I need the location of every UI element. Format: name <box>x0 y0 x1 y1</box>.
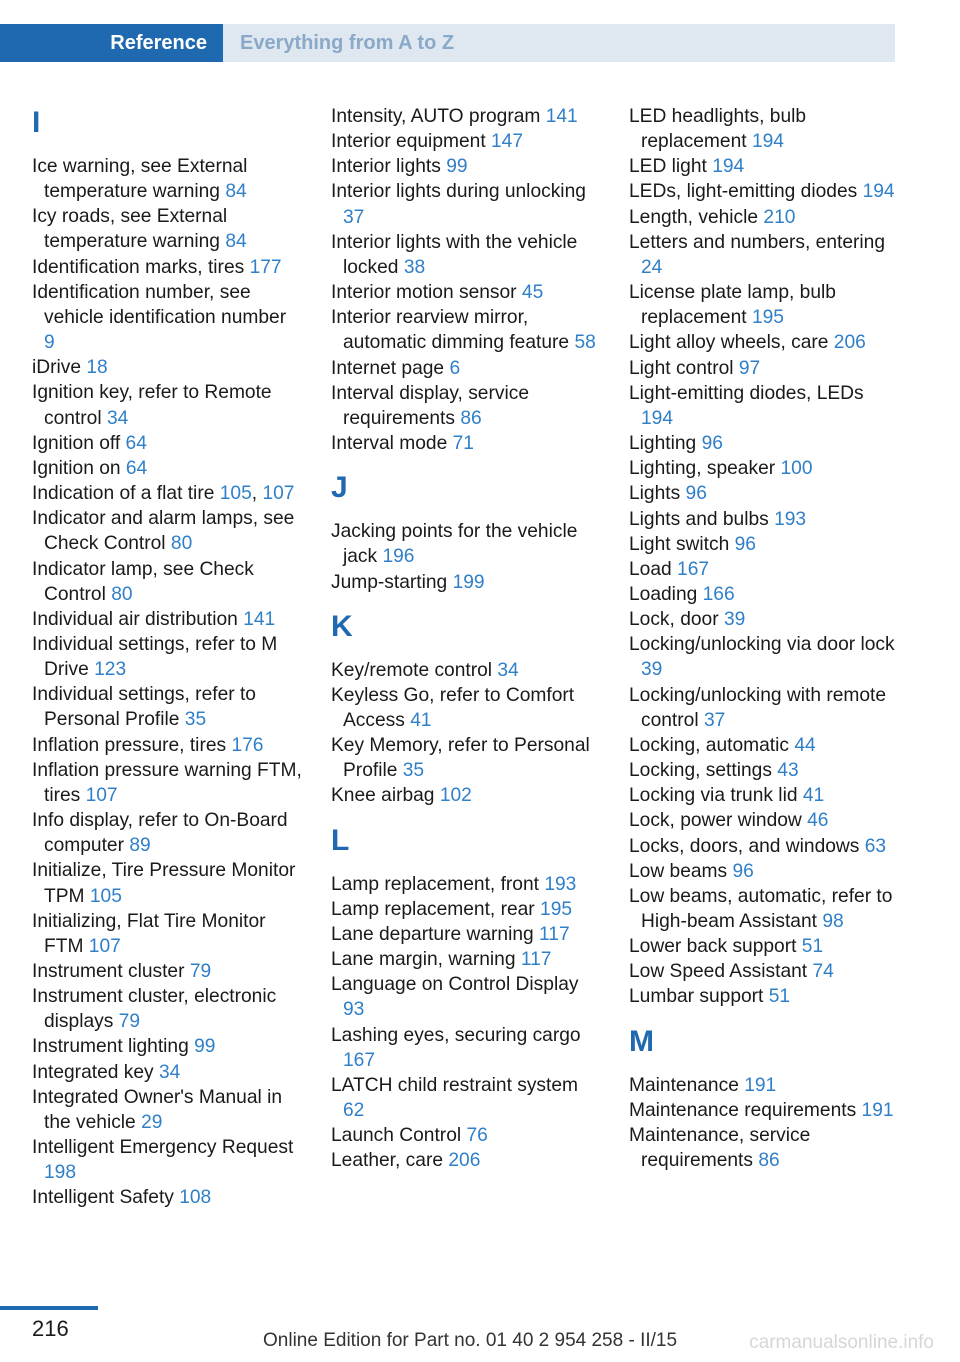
index-entry-term: Integrated key <box>32 1061 154 1083</box>
page-reference-link[interactable]: 62 <box>343 1100 365 1121</box>
page-reference-link[interactable]: 89 <box>129 835 151 857</box>
index-entry-term: Language on Control Display <box>331 974 579 996</box>
index-entry <box>629 280 897 330</box>
page-reference-link[interactable]: 9 <box>44 332 55 354</box>
page-reference-link[interactable]: 107 <box>88 935 121 957</box>
index-letter-heading: I <box>32 106 41 139</box>
index-entry-term: Maintenance requirements <box>629 1099 857 1121</box>
index-entry-term: Lighting <box>629 433 697 455</box>
index-entry <box>331 658 601 683</box>
index-entry-term: Internet page <box>331 357 445 379</box>
watermark: carmanualsonline.info <box>749 1332 934 1353</box>
index-entry-term: License plate lamp, bulb replacement <box>629 282 836 329</box>
index-entry <box>629 456 897 481</box>
page-reference-link[interactable]: 96 <box>685 483 707 505</box>
page-reference-link[interactable]: 37 <box>703 709 726 731</box>
index-entry <box>629 532 897 557</box>
page-reference-link[interactable]: 18 <box>86 357 108 379</box>
index-entry-term: Lock, door <box>629 609 719 631</box>
page-reference-link[interactable]: 195 <box>540 898 573 920</box>
page-reference-link[interactable]: 107 <box>262 483 295 505</box>
page-reference-link[interactable]: 34 <box>497 659 519 681</box>
index-entry <box>629 154 897 179</box>
page-reference-link[interactable]: 93 <box>343 999 365 1021</box>
index-entry-term: Indicator and alarm lamps, see Check Control <box>32 508 295 555</box>
index-entry-term: Individual air distribution <box>32 608 238 630</box>
page-reference-link[interactable]: 123 <box>94 659 127 681</box>
edition-info: Online Edition for Part no. 01 40 2 954 258 - II/15 <box>263 1330 678 1351</box>
index-entry <box>32 984 302 1034</box>
index-entry <box>629 557 897 582</box>
index-entry <box>629 179 897 204</box>
index-entry <box>32 909 302 959</box>
page-reference-link[interactable]: 105 <box>219 483 252 505</box>
index-entry <box>629 733 897 758</box>
page-number: 216 <box>32 1316 69 1341</box>
index-entry-term: Ignition off <box>32 432 121 454</box>
index-entry-term: Low beams, automatic, refer to High-beam Assistant <box>629 885 893 932</box>
index-entry-term: Instrument lighting <box>32 1036 189 1058</box>
index-entry <box>629 884 897 934</box>
page-reference-link[interactable]: 100 <box>780 458 813 480</box>
page-reference-link[interactable]: 206 <box>448 1150 481 1172</box>
index-entry-term: Lamp replacement, front <box>331 873 539 895</box>
index-entry <box>629 1123 897 1173</box>
index-entry <box>32 858 302 908</box>
page-reference-link[interactable]: 108 <box>179 1187 212 1209</box>
page-reference-link[interactable]: 177 <box>249 256 282 278</box>
page-reference-link[interactable]: 117 <box>539 923 570 945</box>
index-entry-term: Inflation pressure warning FTM, tires <box>32 759 302 806</box>
index-entry-term: Leather, care <box>331 1150 444 1172</box>
index-entry-term: Maintenance, service requirements <box>629 1124 811 1172</box>
index-entry <box>331 280 601 305</box>
index-column-3 <box>629 104 897 1173</box>
index-entry-term: Icy roads, see External temperature warning <box>32 206 228 253</box>
index-entry-term: Lighting, speaker <box>629 458 776 480</box>
page-reference-link[interactable]: 198 <box>44 1162 77 1184</box>
page-reference-link[interactable]: 45 <box>521 282 544 304</box>
index-entry <box>331 783 601 808</box>
index-entry-term: Jump-starting <box>331 571 448 593</box>
index-entry-term: Interval mode <box>331 433 448 455</box>
page-reference-link[interactable]: 96 <box>734 533 756 555</box>
index-entry <box>331 431 601 456</box>
page-reference-link[interactable]: 34 <box>158 1061 181 1083</box>
page-reference-link[interactable]: 99 <box>194 1036 216 1058</box>
index-entry <box>32 481 302 506</box>
index-entry-term: Maintenance <box>629 1074 739 1096</box>
index-entry <box>629 934 897 959</box>
section-tab-reference[interactable]: Reference <box>0 24 223 62</box>
page-reference-link[interactable]: 58 <box>574 332 596 354</box>
page-reference-link[interactable]: 193 <box>774 508 807 530</box>
index-entry <box>32 280 302 355</box>
page-reference-link[interactable]: 194 <box>641 407 674 429</box>
index-entry <box>331 129 601 154</box>
index-entry-term: Light switch <box>629 533 730 555</box>
index-entry-term: LED light <box>629 156 707 178</box>
page-reference-link[interactable]: 194 <box>751 131 784 153</box>
index-entry <box>331 972 601 1022</box>
index-entry <box>331 356 601 381</box>
index-entry-term: Instrument cluster, electronic displays <box>32 986 277 1033</box>
page-reference-link[interactable]: 98 <box>822 911 844 932</box>
page-reference-link[interactable]: 35 <box>402 760 425 782</box>
page-reference-link[interactable]: 79 <box>118 1011 141 1033</box>
index-entry-term: Info display, refer to On-Board computer <box>32 810 288 857</box>
index-entry <box>331 1148 601 1173</box>
index-entry-term: Interval display, service requirements <box>331 382 529 429</box>
page-reference-link[interactable]: 102 <box>439 785 472 807</box>
index-entry <box>32 431 302 456</box>
index-entry-term: Key/remote control <box>331 659 493 681</box>
index-entry <box>331 230 601 280</box>
index-entry <box>32 1034 302 1059</box>
index-entry <box>629 1073 897 1098</box>
index-entry <box>331 519 601 569</box>
index-column-2 <box>331 104 601 1173</box>
index-entry-term: Interior rearview mirror, automatic dimming feature <box>331 307 570 354</box>
index-entry-term: Inflation pressure, tires <box>32 734 227 756</box>
index-entry-term: Interior lights with the vehicle locked <box>331 231 578 278</box>
index-entry-term: Length, vehicle <box>629 206 759 228</box>
page-reference-link[interactable]: 105 <box>89 885 122 907</box>
index-letter-heading: M <box>629 1024 654 1058</box>
index-entry-term: Intelligent Emergency Request <box>32 1137 294 1159</box>
page-reference-link[interactable]: 96 <box>732 860 754 882</box>
page-reference-link[interactable]: 38 <box>403 256 426 278</box>
index-entry-term: Locking, automatic <box>629 734 789 756</box>
page-reference-link[interactable]: 194 <box>712 156 745 178</box>
page-reference-link[interactable]: 37 <box>343 206 365 228</box>
index-entry <box>331 683 601 733</box>
index-entry <box>629 783 897 808</box>
index-entry-term: LATCH child restraint system <box>331 1074 579 1096</box>
index-entry-term: Interior lights <box>331 156 441 178</box>
page-ref-separator: , <box>251 483 258 505</box>
index-entry <box>32 1060 302 1085</box>
page-reference-link[interactable]: 86 <box>758 1150 780 1172</box>
index-entry-term: Indication of a flat tire <box>32 483 215 505</box>
index-entry <box>32 456 302 481</box>
index-entry-term: Initialize, Tire Pressure Monitor TPM <box>32 860 296 907</box>
index-entry-term: Locks, doors, and windows <box>629 835 860 857</box>
page-reference-link[interactable]: 63 <box>864 835 887 857</box>
index-entry-term: Lumbar support <box>629 986 764 1008</box>
index-entry-term: Lamp replacement, rear <box>331 898 535 920</box>
index-entry <box>331 733 601 783</box>
index-entry-term: Ignition key, refer to Remote control <box>32 382 272 429</box>
page-reference-link[interactable]: 193 <box>544 873 577 895</box>
index-entry <box>629 104 897 154</box>
page-reference-link[interactable]: 46 <box>807 810 829 832</box>
page-reference-link[interactable]: 6 <box>449 357 461 379</box>
index-entry-term: Light alloy wheels, care <box>629 332 829 354</box>
index-entry <box>331 872 601 897</box>
index-entry-term: Identification marks, tires <box>32 256 245 278</box>
page-reference-link[interactable]: 44 <box>794 734 816 756</box>
index-entry-term: Instrument cluster <box>32 961 185 982</box>
index-entry <box>32 255 302 280</box>
page-reference-link[interactable]: 43 <box>777 760 799 782</box>
page-reference-link[interactable]: 71 <box>452 433 474 455</box>
index-entry <box>629 230 897 280</box>
page-reference-link[interactable]: 195 <box>751 307 784 329</box>
page-reference-link[interactable]: 141 <box>243 608 276 630</box>
index-entry <box>331 104 601 129</box>
footer-accent-bar <box>0 1306 98 1310</box>
page-reference-link[interactable]: 51 <box>768 986 791 1008</box>
page-reference-link[interactable]: 176 <box>231 734 264 756</box>
page-reference-link[interactable]: 24 <box>641 256 663 278</box>
index-entry-term: Locking, settings <box>629 760 772 782</box>
page-reference-link[interactable]: 64 <box>125 432 147 454</box>
index-letter-heading: K <box>331 609 353 643</box>
index-letter-heading: J <box>331 471 348 505</box>
index-entry-term: Ice warning, see External temperature warning <box>32 156 248 203</box>
index-entry <box>331 897 601 922</box>
page-reference-link[interactable]: 191 <box>861 1099 894 1121</box>
index-entry <box>32 1085 302 1135</box>
index-entry-term: Locking/unlocking with remote control <box>629 684 887 731</box>
index-entry <box>629 582 897 607</box>
page-reference-link[interactable]: 41 <box>410 709 432 731</box>
page-reference-link[interactable]: 99 <box>446 156 468 178</box>
index-entry-term: Letters and numbers, entering <box>629 231 885 253</box>
index-entry-term: Light-emitting diodes, LEDs <box>629 382 864 404</box>
index-entry-term: Lights <box>629 483 681 505</box>
index-entry-term: LED headlights, bulb replacement <box>629 106 807 153</box>
index-entry <box>32 1185 302 1210</box>
page-reference-link[interactable]: 76 <box>466 1125 488 1147</box>
index-entry <box>331 570 601 595</box>
index-entry <box>331 1073 601 1123</box>
index-entry-term: Keyless Go, refer to Comfort Access <box>331 684 575 731</box>
page-reference-link[interactable]: 74 <box>812 961 834 983</box>
index-entry <box>331 381 601 431</box>
index-entry-term: Load <box>629 558 672 580</box>
index-entry-term: Intelligent Safety <box>32 1187 174 1209</box>
index-entry-term: Locking/unlocking via door lock <box>629 634 895 656</box>
section-tab-a-to-z[interactable]: Everything from A to Z <box>223 24 895 62</box>
index-entry <box>629 481 897 506</box>
index-entry <box>32 607 302 632</box>
index-entry <box>629 859 897 884</box>
index-entry <box>331 947 601 972</box>
index-entry-term: Knee airbag <box>331 785 435 807</box>
index-entry <box>32 758 302 808</box>
page-reference-link[interactable]: 86 <box>460 407 482 429</box>
page-reference-link[interactable]: 64 <box>125 457 148 479</box>
index-entry-term: Lower back support <box>629 936 797 958</box>
page-reference-link[interactable]: 199 <box>452 571 485 593</box>
page-header <box>0 24 895 62</box>
index-entry-term: Interior lights during unlocking <box>331 181 586 203</box>
index-entry-term: Light control <box>629 357 734 379</box>
page-reference-link[interactable]: 210 <box>763 206 796 228</box>
index-entry-term: Individual settings, refer to M Drive <box>32 633 278 681</box>
index-entry-term: Lock, power window <box>629 810 802 832</box>
page-reference-link[interactable]: 167 <box>677 558 710 580</box>
index-entry-term: Low Speed Assistant <box>629 961 808 983</box>
page-reference-link[interactable]: 117 <box>520 949 552 971</box>
index-entry-term: Lane margin, warning <box>331 949 516 971</box>
index-entry-term: Integrated Owner's Manual in the vehicle <box>32 1086 283 1133</box>
index-entry <box>629 808 897 833</box>
index-entry <box>331 154 601 179</box>
index-entry <box>331 305 601 355</box>
index-entry <box>629 205 897 230</box>
index-entry <box>32 154 302 204</box>
index-entry <box>629 381 897 431</box>
index-entry-term: LEDs, light-emitting diodes <box>629 181 858 203</box>
index-entry <box>629 356 897 381</box>
index-entry-term: Individual settings, refer to Personal Profile <box>32 684 256 731</box>
index-entry <box>32 380 302 430</box>
index-entry-term: Jacking points for the vehicle jack <box>331 521 578 568</box>
index-entry <box>32 1135 302 1185</box>
page-reference-link[interactable]: 51 <box>801 936 824 958</box>
page-reference-link[interactable]: 34 <box>106 407 129 429</box>
index-entry-term: Interior motion sensor <box>331 282 517 304</box>
page-reference-link[interactable]: 147 <box>491 131 524 153</box>
index-entry <box>32 204 302 254</box>
index-entry-term: Lashing eyes, securing cargo <box>331 1024 581 1046</box>
index-entry <box>32 808 302 858</box>
index-entry-term: Ignition on <box>32 457 121 479</box>
page-reference-link[interactable]: 166 <box>702 583 735 605</box>
page-reference-link[interactable]: 84 <box>225 181 247 203</box>
index-column-1 <box>32 104 302 1211</box>
index-entry-term: Lights and bulbs <box>629 508 769 530</box>
index-entry <box>331 1023 601 1073</box>
page-reference-link[interactable]: 194 <box>862 181 895 203</box>
index-entry-term: Loading <box>629 583 698 605</box>
page-reference-link[interactable]: 167 <box>343 1049 376 1071</box>
index-entry <box>32 733 302 758</box>
index-entry-term: Low beams <box>629 860 728 882</box>
index-letter-heading: L <box>331 823 350 857</box>
page-reference-link[interactable]: 41 <box>802 785 825 807</box>
index-entry <box>331 179 601 229</box>
index-entry-term: Initializing, Flat Tire Monitor FTM <box>32 910 266 957</box>
index-entry-term: Locking via trunk lid <box>629 785 798 807</box>
index-entry <box>32 506 302 556</box>
index-entry-term: Indicator lamp, see Check Control <box>32 558 254 605</box>
page-reference-link[interactable]: 39 <box>723 609 746 631</box>
index-entry <box>629 984 897 1009</box>
index-entry-term: Identification number, see vehicle identification number <box>32 281 287 328</box>
index-entry <box>629 507 897 532</box>
index-entry-term: Interior equipment <box>331 131 486 153</box>
page-reference-link[interactable]: 141 <box>545 106 578 127</box>
index-entry-term: iDrive <box>32 357 82 379</box>
index-entry <box>331 922 601 947</box>
index-entry-term: Key Memory, refer to Personal Profile <box>331 735 590 782</box>
page-reference-link[interactable]: 80 <box>170 533 193 555</box>
page-reference-link[interactable]: 206 <box>833 332 866 354</box>
page-reference-link[interactable]: 84 <box>225 231 247 253</box>
page-reference-link[interactable]: 80 <box>111 583 133 605</box>
index-entry <box>629 431 897 456</box>
index-entry <box>32 959 302 984</box>
page-reference-link[interactable]: 29 <box>141 1111 163 1133</box>
index-entry <box>629 330 897 355</box>
index-entry <box>629 758 897 783</box>
index-entry <box>629 632 897 682</box>
page-reference-link[interactable]: 107 <box>85 784 118 806</box>
index-entry <box>331 1123 601 1148</box>
index-entry <box>629 683 897 733</box>
page-reference-link[interactable]: 39 <box>641 659 663 681</box>
index-entry <box>32 632 302 682</box>
page-reference-link[interactable]: 35 <box>184 709 207 731</box>
index-entry <box>32 557 302 607</box>
index-entry <box>629 834 897 859</box>
index-entry-term: Launch Control <box>331 1125 462 1147</box>
index-entry <box>32 682 302 732</box>
page-reference-link[interactable]: 97 <box>738 357 761 379</box>
page-reference-link[interactable]: 96 <box>701 433 723 455</box>
index-entry-term: Intensity, AUTO program <box>331 106 541 127</box>
index-entry-term: Lane departure warning <box>331 923 534 945</box>
index-entry <box>32 355 302 380</box>
index-entry <box>629 1098 897 1123</box>
page-reference-link[interactable]: 79 <box>189 961 212 982</box>
index-entry <box>629 607 897 632</box>
index-entry <box>629 959 897 984</box>
page-reference-link[interactable]: 196 <box>382 546 415 568</box>
page-reference-link[interactable]: 191 <box>744 1074 777 1096</box>
